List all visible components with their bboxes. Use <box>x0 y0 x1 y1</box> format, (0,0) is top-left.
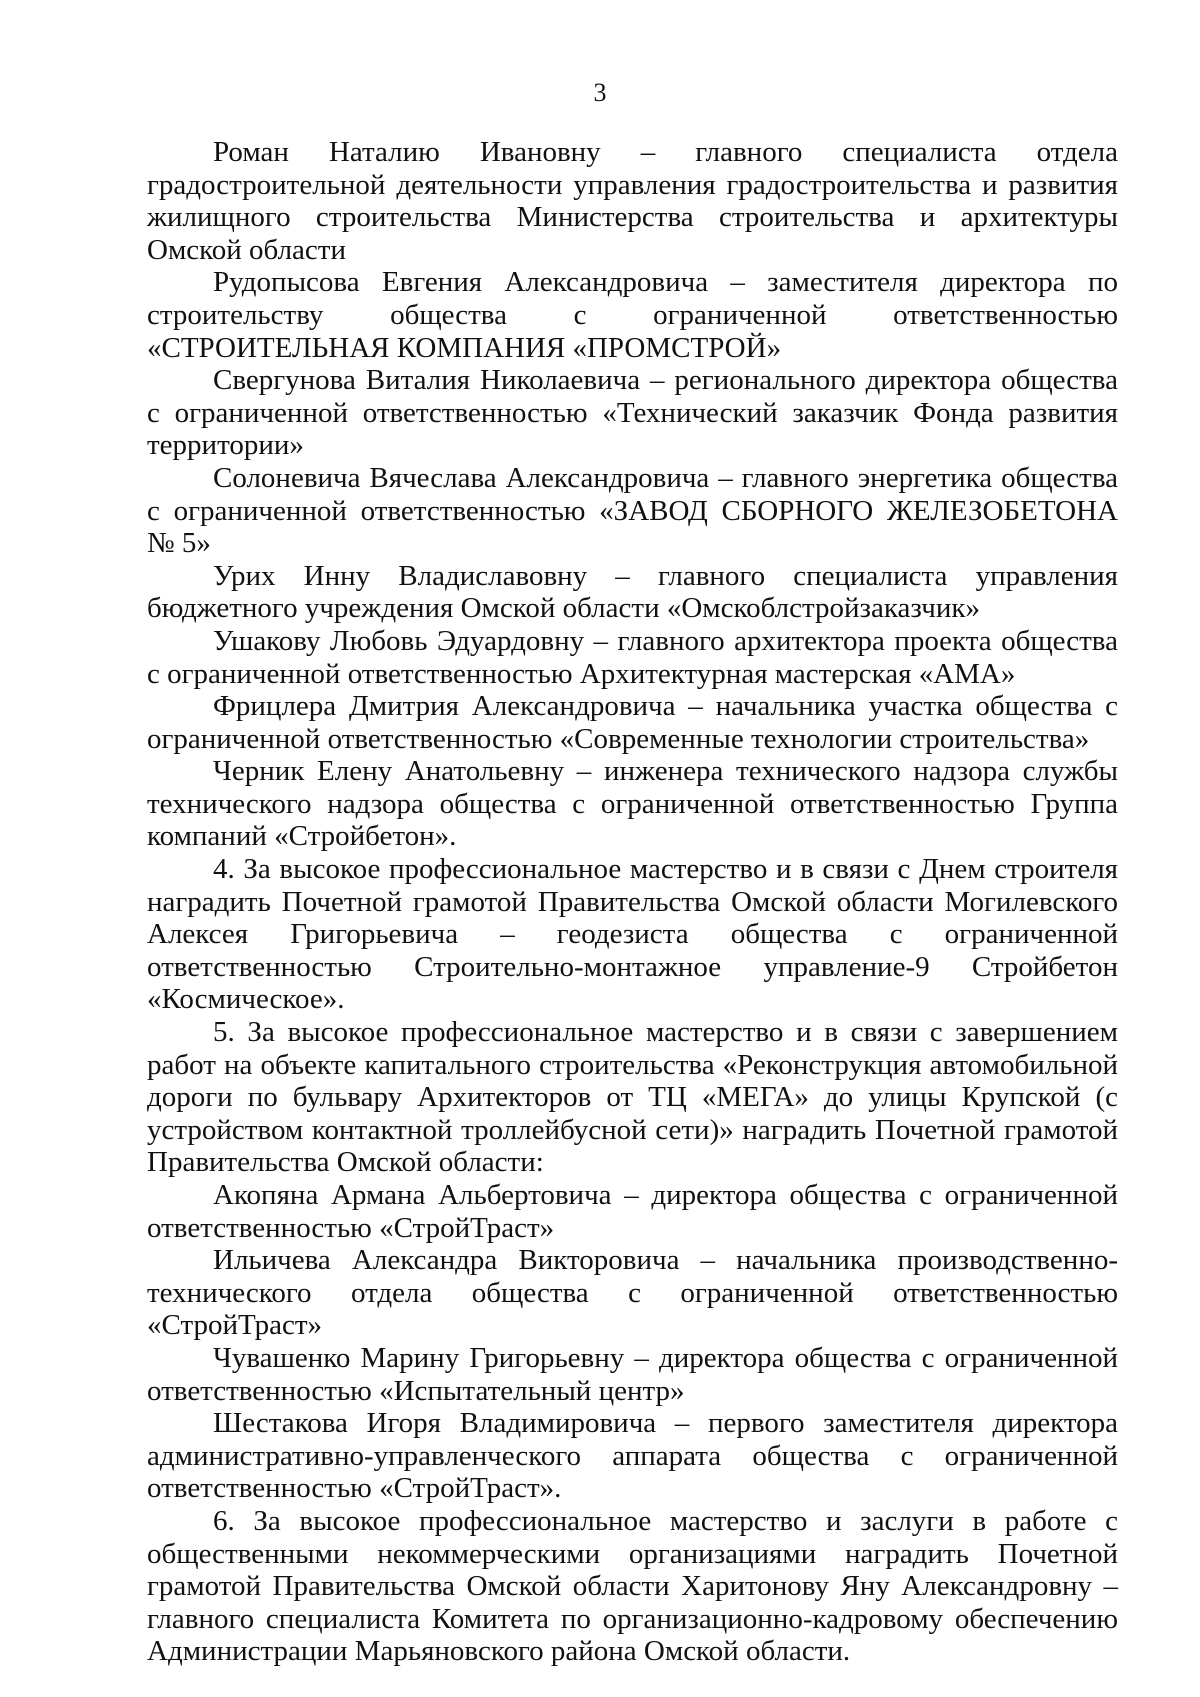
award-entry-ushakova: Ушакову Любовь Эдуардовну – главного архитектора проекта общества с ограниченной ответственностью Архитектурная мастерская «АМА» <box>147 624 1118 690</box>
award-entry-chuvashenko: Чувашенко Марину Григорьевну – директора общества с ограниченной ответственностью «Испытательный центр» <box>147 1341 1118 1407</box>
clause-4: 4. За высокое профессиональное мастерство и в связи с Днем строителя наградить Почетной грамотой Правительства Омской области Могилевского Алексея Григорьевича – геодезиста общества с ограниченной ответственностью Строительно-монтажное управление-9 Стройбетон «Космическое». <box>147 853 1118 1016</box>
award-entry-shestakov: Шестакова Игоря Владимировича – первого заместителя директора административно-управленческого аппарата общества с ограниченной ответственностью «СтройТраст». <box>147 1407 1118 1505</box>
award-entry-rudopysov: Рудопысова Евгения Александровича – заместителя директора по строительству общества с ограниченной ответственностью «СТРОИТЕЛЬНАЯ КОМПАНИЯ «ПРОМСТРОЙ» <box>147 266 1118 364</box>
clause-6: 6. За высокое профессиональное мастерство и заслуги в работе с общественными некоммерческими организациями наградить Почетной грамотой Правительства Омской области Харитонову Яну Александровну – главного специалиста Комитета по организационно-кадровому обеспечению Администрации Марьяновского района Омской области. <box>147 1504 1118 1668</box>
award-entry-chernik: Черник Елену Анатольевну – инженера технического надзора службы технического надзора общества с ограниченной ответственностью Группа компаний «Стройбетон». <box>147 755 1118 853</box>
award-entry-fritsler: Фрицлера Дмитрия Александровича – начальника участка общества с ограниченной ответственностью «Современные технологии строительства» <box>147 690 1118 755</box>
page-number: 3 <box>593 78 607 107</box>
award-entry-urikh: Урих Инну Владиславовну – главного специалиста управления бюджетного учреждения Омской области «Омскоблстройзаказчик» <box>147 559 1118 625</box>
clause-5: 5. За высокое профессиональное мастерство и в связи с завершением работ на объекте капитального строительства «Реконструкция автомобильной дороги по бульвару Архитекторов от ТЦ «МЕГА» до улицы Крупской (с устройством контактной троллейбусной сети)» наградить Почетной грамотой Правительства Омской области: <box>147 1016 1118 1179</box>
award-entry-ilichev: Ильичева Александра Викторовича – начальника производственно-технического отдела общества с ограниченной ответственностью «СтройТраст» <box>147 1244 1118 1342</box>
award-entry-svergunov: Свергунова Виталия Николаевича – регионального директора общества с ограниченной ответственностью «Технический заказчик Фонда развития территории» <box>147 364 1118 462</box>
award-entry-roman: Роман Наталию Ивановну – главного специалиста отдела градостроительной деятельности управления градостроительства и развития жилищного строительства Министерства строительства и архитектуры Омской области <box>147 136 1118 266</box>
document-body <box>147 136 1118 1668</box>
award-entry-solonevich: Солоневича Вячеслава Александровича – главного энергетика общества с ограниченной ответственностью «ЗАВОД СБОРНОГО ЖЕЛЕЗОБЕТОНА № 5» <box>147 461 1118 560</box>
award-entry-akopyan: Акопяна Армана Альбертовича – директора общества с ограниченной ответственностью «СтройТраст» <box>147 1179 1118 1244</box>
